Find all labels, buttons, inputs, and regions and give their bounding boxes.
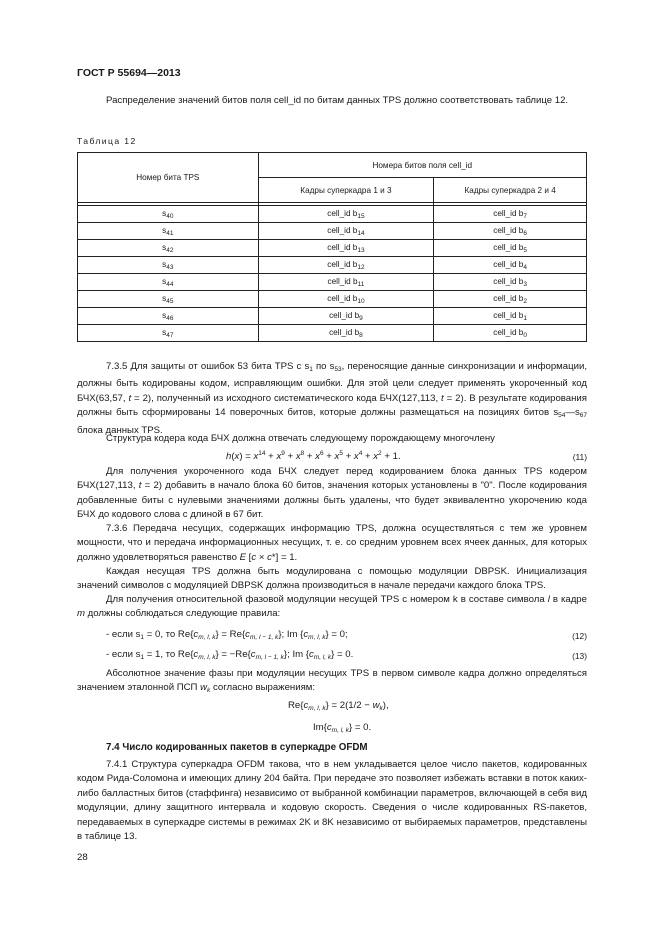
table-cell-tps: $s_{45}$	[78, 291, 259, 308]
table-row	[78, 257, 587, 274]
section-7-3-5-text: 7.3.5 Для защиты от ошибок 53 бита TPS с $s_1$ по $s_{53}$, переносящие данные синхронизации и информации, должны быть кодированы кодом, исправляющим ошибки. Для этой цели следует применять укороченный код БЧХ(63,57, t = 2), полученный из исходного систематического кода БЧХ(127,113, t = 2). В результате кодирования должны быть сформированы 14 поверочных битов, которые должны размещаться на позициях битов $s_{54}—s_{67}$ блока данных TPS.	[77, 361, 587, 436]
table-cell-tps: $s_{40}$	[78, 206, 259, 223]
table-cell-f13: cell_id $b_8$	[258, 325, 434, 342]
table-cell-tps: $s_{42}$	[78, 240, 259, 257]
table-cell-f24: cell_id $b_4$	[434, 257, 587, 274]
struct-paragraph: Структура кодера кода БЧХ должна отвечать следующему порождающему многочлену	[106, 433, 495, 444]
table-cell-f13: cell_id $b_9$	[258, 308, 434, 325]
section-7-4-1: 7.4.1 Структура суперкадра OFDM такова, что в нем укладывается целое число пакетов, кодированных кодом Рида-Соломона и имеющих длину 204 байта. При передаче это позволяет избежать вставки в поток каких-либо балластных битов (стаффинга) независимо от выбранной комбинации параметров, включающей в себя вид модуляции, длину защитного интервала и кодовую скорость. Сведения о числе кодированных RS-пакетов, передаваемых в суперкадре системы в режимах 2K и 8K независимо от выбираемых параметров, представлены в таблице 13.	[77, 759, 587, 843]
table-cell-f24: cell_id $b_1$	[434, 308, 587, 325]
dbpsk-paragraph: Каждая несущая TPS должна быть модулирована с помощью модуляции DBPSK. Инициализация значений символов с модуляцией DBPSK должна производиться в начале передачи каждого блока TPS.	[77, 566, 587, 592]
table-cell-f13: cell_id $b_{10}$	[258, 291, 434, 308]
equation-11: $h(x) = x^{14} + x^9 + x^8 + x^6 + x^5 + x^4 + x^2 + 1$.	[226, 450, 401, 463]
table-row	[78, 240, 587, 257]
table-cell-tps: $s_{47}$	[78, 325, 259, 342]
relative-phase-paragraph: Для получения относительной фазовой модуляции несущей TPS с номером k в составе символа l в кадре m должны соблюдаться следующие правила:	[77, 594, 587, 620]
table-cell-f24: cell_id $b_5$	[434, 240, 587, 257]
equation-12: - если $s_1 = 0$, то $Re\{c_{m, l, k}\} = Re\{c_{m, l - 1, k}\}$; Im $\{c_{m, l, k}\} = 0$;	[106, 629, 348, 641]
shortening-paragraph: Для получения укороченного кода БЧХ следует перед кодированием блока данных TPS кодером БЧХ(127,113, t = 2) добавить в начало блока 60 битов, значения которых установлены в "0". После кодирования добавленные биты с нулевыми значениями должны быть удалены, что будет эквивалентно укорочению кода БЧХ до кодового слова с длиной в 67 бит.	[77, 466, 587, 521]
table-row	[78, 308, 587, 325]
table-cell-f24: cell_id $b_7$	[434, 206, 587, 223]
table-row	[78, 223, 587, 240]
table-cell-tps: $s_{41}$	[78, 223, 259, 240]
absolute-phase-paragraph: Абсолютное значение фазы при модуляции несущих TPS в первом символе кадра должно определяться значением эталонной ПСП $w_k$ согласно выражениям:	[77, 668, 587, 695]
section-heading-7-4: 7.4 Число кодированных пакетов в суперкадре OFDM	[106, 742, 368, 753]
tps-cell-id-table	[77, 152, 587, 342]
table-cell-f13: cell_id $b_{14}$	[258, 223, 434, 240]
table-cell-f24: cell_id $b_0$	[434, 325, 587, 342]
page-number: 28	[77, 852, 88, 863]
table-row	[78, 291, 587, 308]
table-cell-tps: $s_{43}$	[78, 257, 259, 274]
table-cell-f13: cell_id $b_{11}$	[258, 274, 434, 291]
table-cell-f13: cell_id $b_{15}$	[258, 206, 434, 223]
table-cell-f24: cell_id $b_6$	[434, 223, 587, 240]
section-7-3-5	[77, 360, 587, 438]
table-cell-tps: $s_{46}$	[78, 308, 259, 325]
equation-12-number: (12)	[572, 631, 587, 641]
document-header: ГОСТ Р 55694—2013	[77, 67, 181, 79]
table-row	[78, 325, 587, 342]
equation-re: $Re\{c_{m, l, k}\} = 2(1/2 - w_k)$,	[288, 700, 389, 712]
table-cell-f13: cell_id $b_{12}$	[258, 257, 434, 274]
table-cell-tps: $s_{44}$	[78, 274, 259, 291]
equation-13-number: (13)	[572, 651, 587, 661]
col-group-header: Номера битов поля cell_id	[258, 153, 586, 178]
table-cell-f24: cell_id $b_2$	[434, 291, 587, 308]
col-header-tps-bit: Номер бита TPS	[78, 153, 259, 203]
col-header-frames-1-3: Кадры суперкадра 1 и 3	[258, 178, 434, 203]
table-cell-f24: cell_id $b_3$	[434, 274, 587, 291]
section-7-3-6: 7.3.6 Передача несущих, содержащих информацию TPS, должна осуществляться с тем же уровнем мощности, что и передача информационных несущих, т. е. со средним уровнем всех ячеек данных, для которых должно удовлетворяться равенство E [c × c*] = 1.	[77, 523, 587, 563]
equation-11-number: (11)	[572, 452, 587, 462]
intro-paragraph: Распределение значений битов поля cell_id по битам данных TPS должно соответствовать таблице 12.	[106, 95, 569, 106]
equation-im: $Im\{c_{m, l, k}\} = 0$.	[313, 722, 372, 734]
table-row	[78, 206, 587, 223]
equation-13: - если $s_1 = 1$, то $Re\{c_{m, l, k}\} = -Re\{c_{m, l - 1, k}\}$; Im $\{c_{m, l, k}\} = 0$.	[106, 649, 354, 661]
table-row	[78, 274, 587, 291]
table-cell-f13: cell_id $b_{13}$	[258, 240, 434, 257]
table-caption: Таблица 12	[77, 136, 137, 146]
col-header-frames-2-4: Кадры суперкадра 2 и 4	[434, 178, 587, 203]
